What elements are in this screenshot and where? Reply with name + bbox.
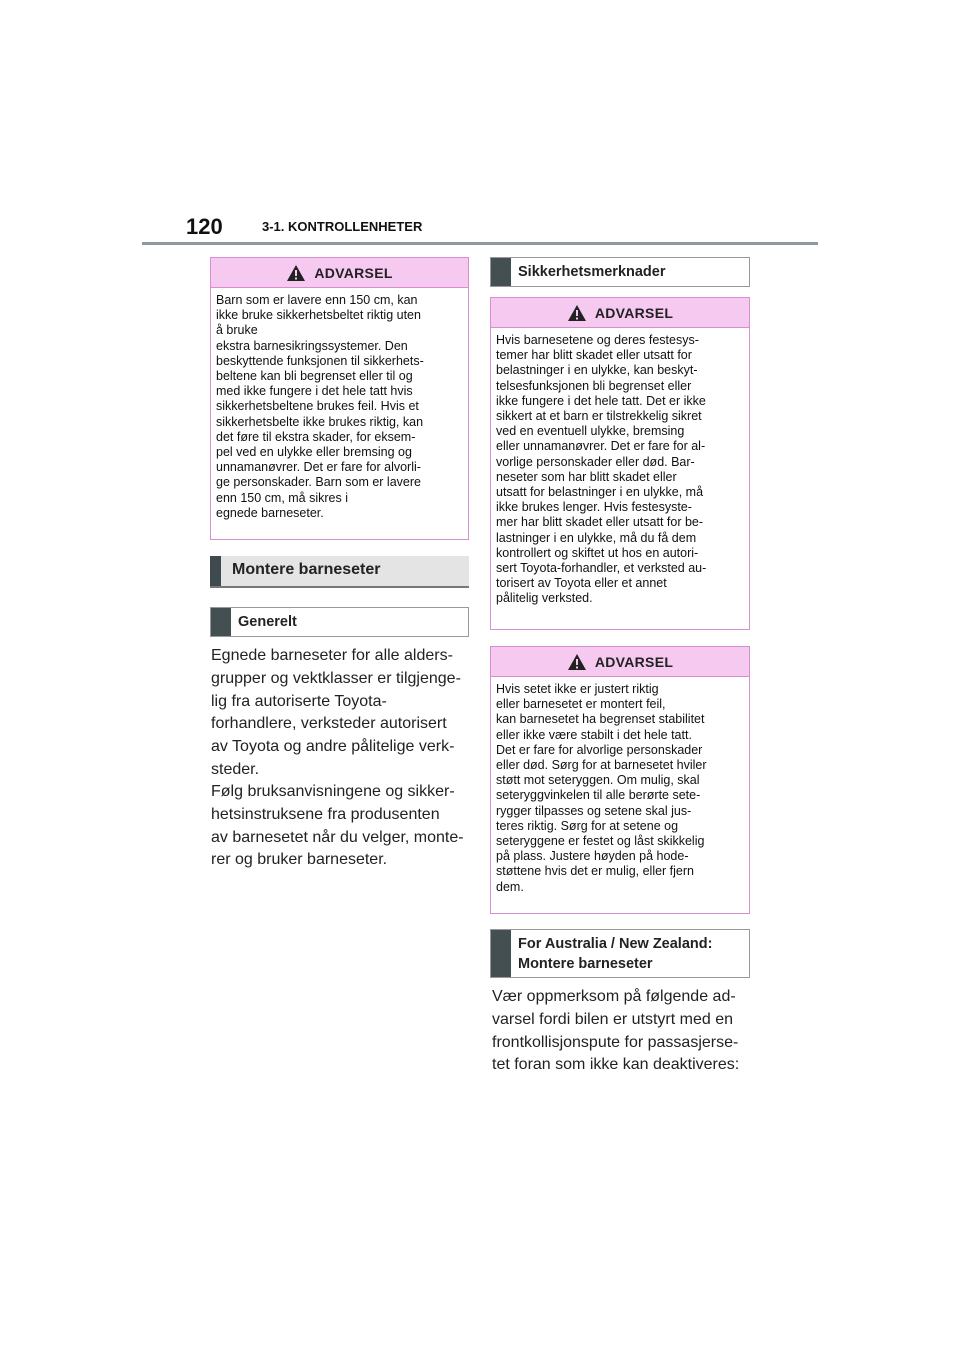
paragraph-frontkollisjonspute: Vær oppmerksom på følgende ad- varsel fordi bilen er utstyrt med en frontkollisjonspute for passasjerse- tet foran som ikke kan deaktiveres:: [492, 988, 740, 1074]
page-number: 120: [186, 214, 223, 239]
warning-box-damaged-seats: [490, 297, 750, 630]
subheading-text: For Australia / New Zealand: Montere barneseter: [518, 936, 713, 972]
warning-header: [211, 258, 468, 288]
warning-title: ADVARSEL: [594, 304, 674, 321]
heading-montere-barneseter: [210, 556, 469, 588]
warning-triangle-icon: [567, 304, 587, 322]
heading-text: Montere barneseter: [232, 561, 381, 578]
subheading-bar: [211, 608, 231, 636]
warning-header: [491, 647, 749, 677]
warning-text: Barn som er lavere enn 150 cm, kan ikke bruke sikkerhetsbeltet riktig uten å bruke ekstra barnesikringssystemer. Den beskyttende funksjonen til sikkerhets- beltene kan bli begrenset eller til og med ikke fungere i det hele tatt hvis sikkerhetsbeltene brukes feil. Hvis et sikkerhetsbelte ikke brukes riktig, kan det føre til ekstra skader, for eksem- pel ved en ulykke eller bremsing og unnamanøvrer. Det er fare for alvorli- ge personskader. Barn som er lavere enn 150 cm, må sikres i egnede barneseter.: [216, 293, 424, 520]
header-divider: [142, 242, 818, 245]
subheading-generelt: [210, 607, 469, 637]
subheading-bar: [491, 930, 511, 977]
subheading-sikkerhetsmerknader: [490, 257, 750, 287]
heading-bar: [210, 556, 221, 586]
paragraph-egnede-barneseter: Egnede barneseter for alle alders- grupper og vektklasser er tilgjenge- lig fra autoriserte Toyota- forhandlere, verksteder autorisert av Toyota og andre pålitelige verk- steder.: [211, 647, 461, 778]
warning-box-child-height: [210, 257, 469, 540]
warning-text: Hvis setet ikke er justert riktig eller barnesetet er montert feil, kan barnesetet ha begrenset stabilitet eller ikke være stabilt i det hele tatt. Det er fare for alvorlige personskader eller død. Sørg for at barnesetet hviler støtt mot seteryggen. Om mulig, skal seteryggvinkelen til alle berørte sete- rygger tilpasses og setene skal jus- teres riktig. Sørg for at setene og seteryggene er festet og låst skikkelig på plass. Justere høyden på hode- støttene hvis det er mulig, eller fjern dem.: [496, 682, 707, 894]
warning-triangle-icon: [567, 653, 587, 671]
subheading-australia-new-zealand: [490, 929, 750, 978]
warning-triangle-icon: [286, 264, 306, 282]
warning-header: [491, 298, 749, 328]
warning-title: ADVARSEL: [594, 653, 674, 670]
warning-title: ADVARSEL: [314, 264, 393, 281]
warning-text: Hvis barnesetene og deres festesys- temer har blitt skadet eller utsatt for belastninger i en ulykke, kan beskyt- telsesfunksjonen bli begrenset eller ikke fungere i det hele tatt. Det er ikke sikkert at et barn er tilstrekkelig sikret ved en eventuell ulykke, bremsing eller unnamanøvrer. Det er fare for al- vorlige personskader eller død. Bar- neseter som har blitt skadet eller utsatt for belastninger i en ulykke, må ikke brukes lenger. Hvis festesyste- mer har blitt skadet eller utsatt for be- lastninger i en ulykke, må du få dem kontrollert og skiftet ut hos en autori- sert Toyota-forhandler, et verksted au- torisert av Toyota eller et annet pålitelig verksted.: [496, 333, 707, 606]
subheading-text: Sikkerhetsmerknader: [518, 264, 666, 280]
warning-box-seat-adjustment: [490, 646, 750, 914]
section-title: 3-1. KONTROLLENHETER: [262, 219, 423, 234]
subheading-bar: [491, 258, 511, 286]
subheading-text: Generelt: [238, 614, 297, 630]
paragraph-bruksanvisninger: Følg bruksanvisningene og sikker- hetsinstruksene fra produsenten av barnesetet når du velger, monte- rer og bruker barneseter.: [211, 783, 464, 869]
